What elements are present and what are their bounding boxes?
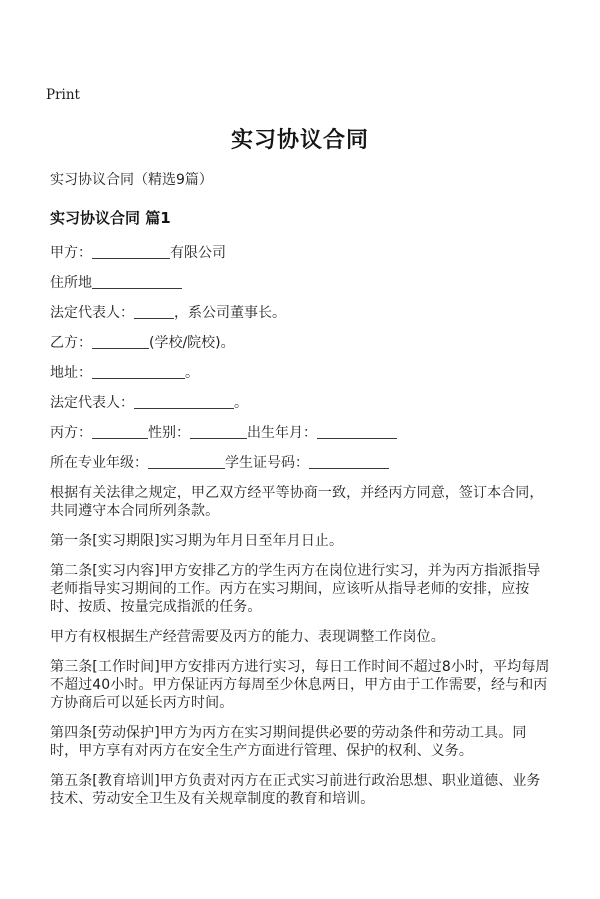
party-c-label: 丙方：: [50, 425, 92, 441]
party-c-birth-blank-underline: [317, 425, 397, 439]
form-line-residence-a: [50, 274, 550, 292]
paragraph-intro: 根据有关法律之规定，甲乙双方经平等协商一致，并经丙方同意，签订本合同，共同遵守本合同所列条款。: [50, 485, 544, 519]
form-line-party-a: [50, 244, 550, 262]
student-id-blank-underline: [309, 455, 389, 469]
form-line-legal-rep-b: [50, 394, 550, 412]
paragraph-clause-1: 第一条[实习期限]实习期为年月日至年月日止。: [50, 533, 344, 549]
paragraph-clause-3: 第三条[工作时间]甲方安排丙方进行实习，每日工作时间不超过8小时，平均每周不超过40小时。甲方保证丙方每周至少休息两日，甲方由于工作需要，经与和丙方协商后可以延长丙方时间。: [50, 659, 550, 711]
party-a-suffix: 有限公司: [170, 245, 226, 261]
section-heading: 实习协议合同 篇1: [50, 209, 171, 227]
party-b-blank-underline: [92, 335, 149, 349]
legal-rep-b-suffix: 。: [234, 395, 248, 411]
paragraph-clause-2: 第二条[实习内容]甲方安排乙方的学生丙方在岗位进行实习，并为丙方指派指导老师指导实习期间的工作。丙方在实习期间，应该听从指导老师的安排，应按时、按质、按量完成指派的任务。: [50, 563, 541, 615]
paragraph-clause-5: 第五条[教育培训]甲方负责对丙方在正式实习前进行政治思想、职业道德、业务技术、劳动安全卫生及有关规章制度的教育和培训。: [50, 773, 541, 807]
page-title: 实习协议合同: [230, 128, 369, 153]
legal-rep-a-suffix: ，系公司董事长。: [174, 305, 286, 321]
legal-rep-a-blank-underline: [134, 305, 174, 319]
party-b-suffix: (学校/院校)。: [149, 335, 235, 351]
party-b-label: 乙方：: [50, 335, 92, 351]
legal-rep-b-blank-underline: [134, 395, 234, 409]
party-a-blank-underline: [92, 245, 170, 259]
form-line-legal-rep-a: [50, 304, 550, 322]
contract-form-area: [50, 244, 550, 472]
address-b-label: 地址：: [50, 365, 92, 381]
party-c-blank-underline: [92, 425, 148, 439]
print-link[interactable]: Print: [46, 87, 80, 103]
legal-rep-a-label: 法定代表人：: [50, 305, 134, 321]
grade-blank-underline: [148, 455, 225, 469]
document-subtitle: 实习协议合同（精选9篇）: [50, 172, 213, 188]
form-line-grade: [50, 454, 550, 472]
address-b-blank-underline: [92, 365, 185, 379]
paragraph-clause-2b: 甲方有权根据生产经营需要及丙方的能力、表现调整工作岗位。: [50, 629, 445, 645]
party-c-birth-label: 出生年月：: [247, 425, 317, 441]
residence-a-label: 住所地: [50, 275, 92, 291]
student-id-label: 学生证号码：: [225, 455, 309, 471]
grade-label: 所在专业年级：: [50, 455, 148, 471]
party-a-label: 甲方：: [50, 245, 92, 261]
legal-rep-b-label: 法定代表人：: [50, 395, 134, 411]
form-line-party-b: [50, 334, 550, 352]
paragraph-clause-4: 第四条[劳动保护]甲方为丙方在实习期间提供必要的劳动条件和劳动工具。同时，甲方享有对丙方在安全生产方面进行管理、保护的权利、义务。: [50, 725, 527, 759]
form-line-address-b: [50, 364, 550, 382]
address-b-suffix: 。: [185, 365, 199, 381]
party-c-gender-blank-underline: [190, 425, 247, 439]
residence-a-blank-underline: [92, 275, 182, 289]
party-c-gender-label: 性别：: [148, 425, 190, 441]
form-line-party-c: [50, 424, 550, 442]
